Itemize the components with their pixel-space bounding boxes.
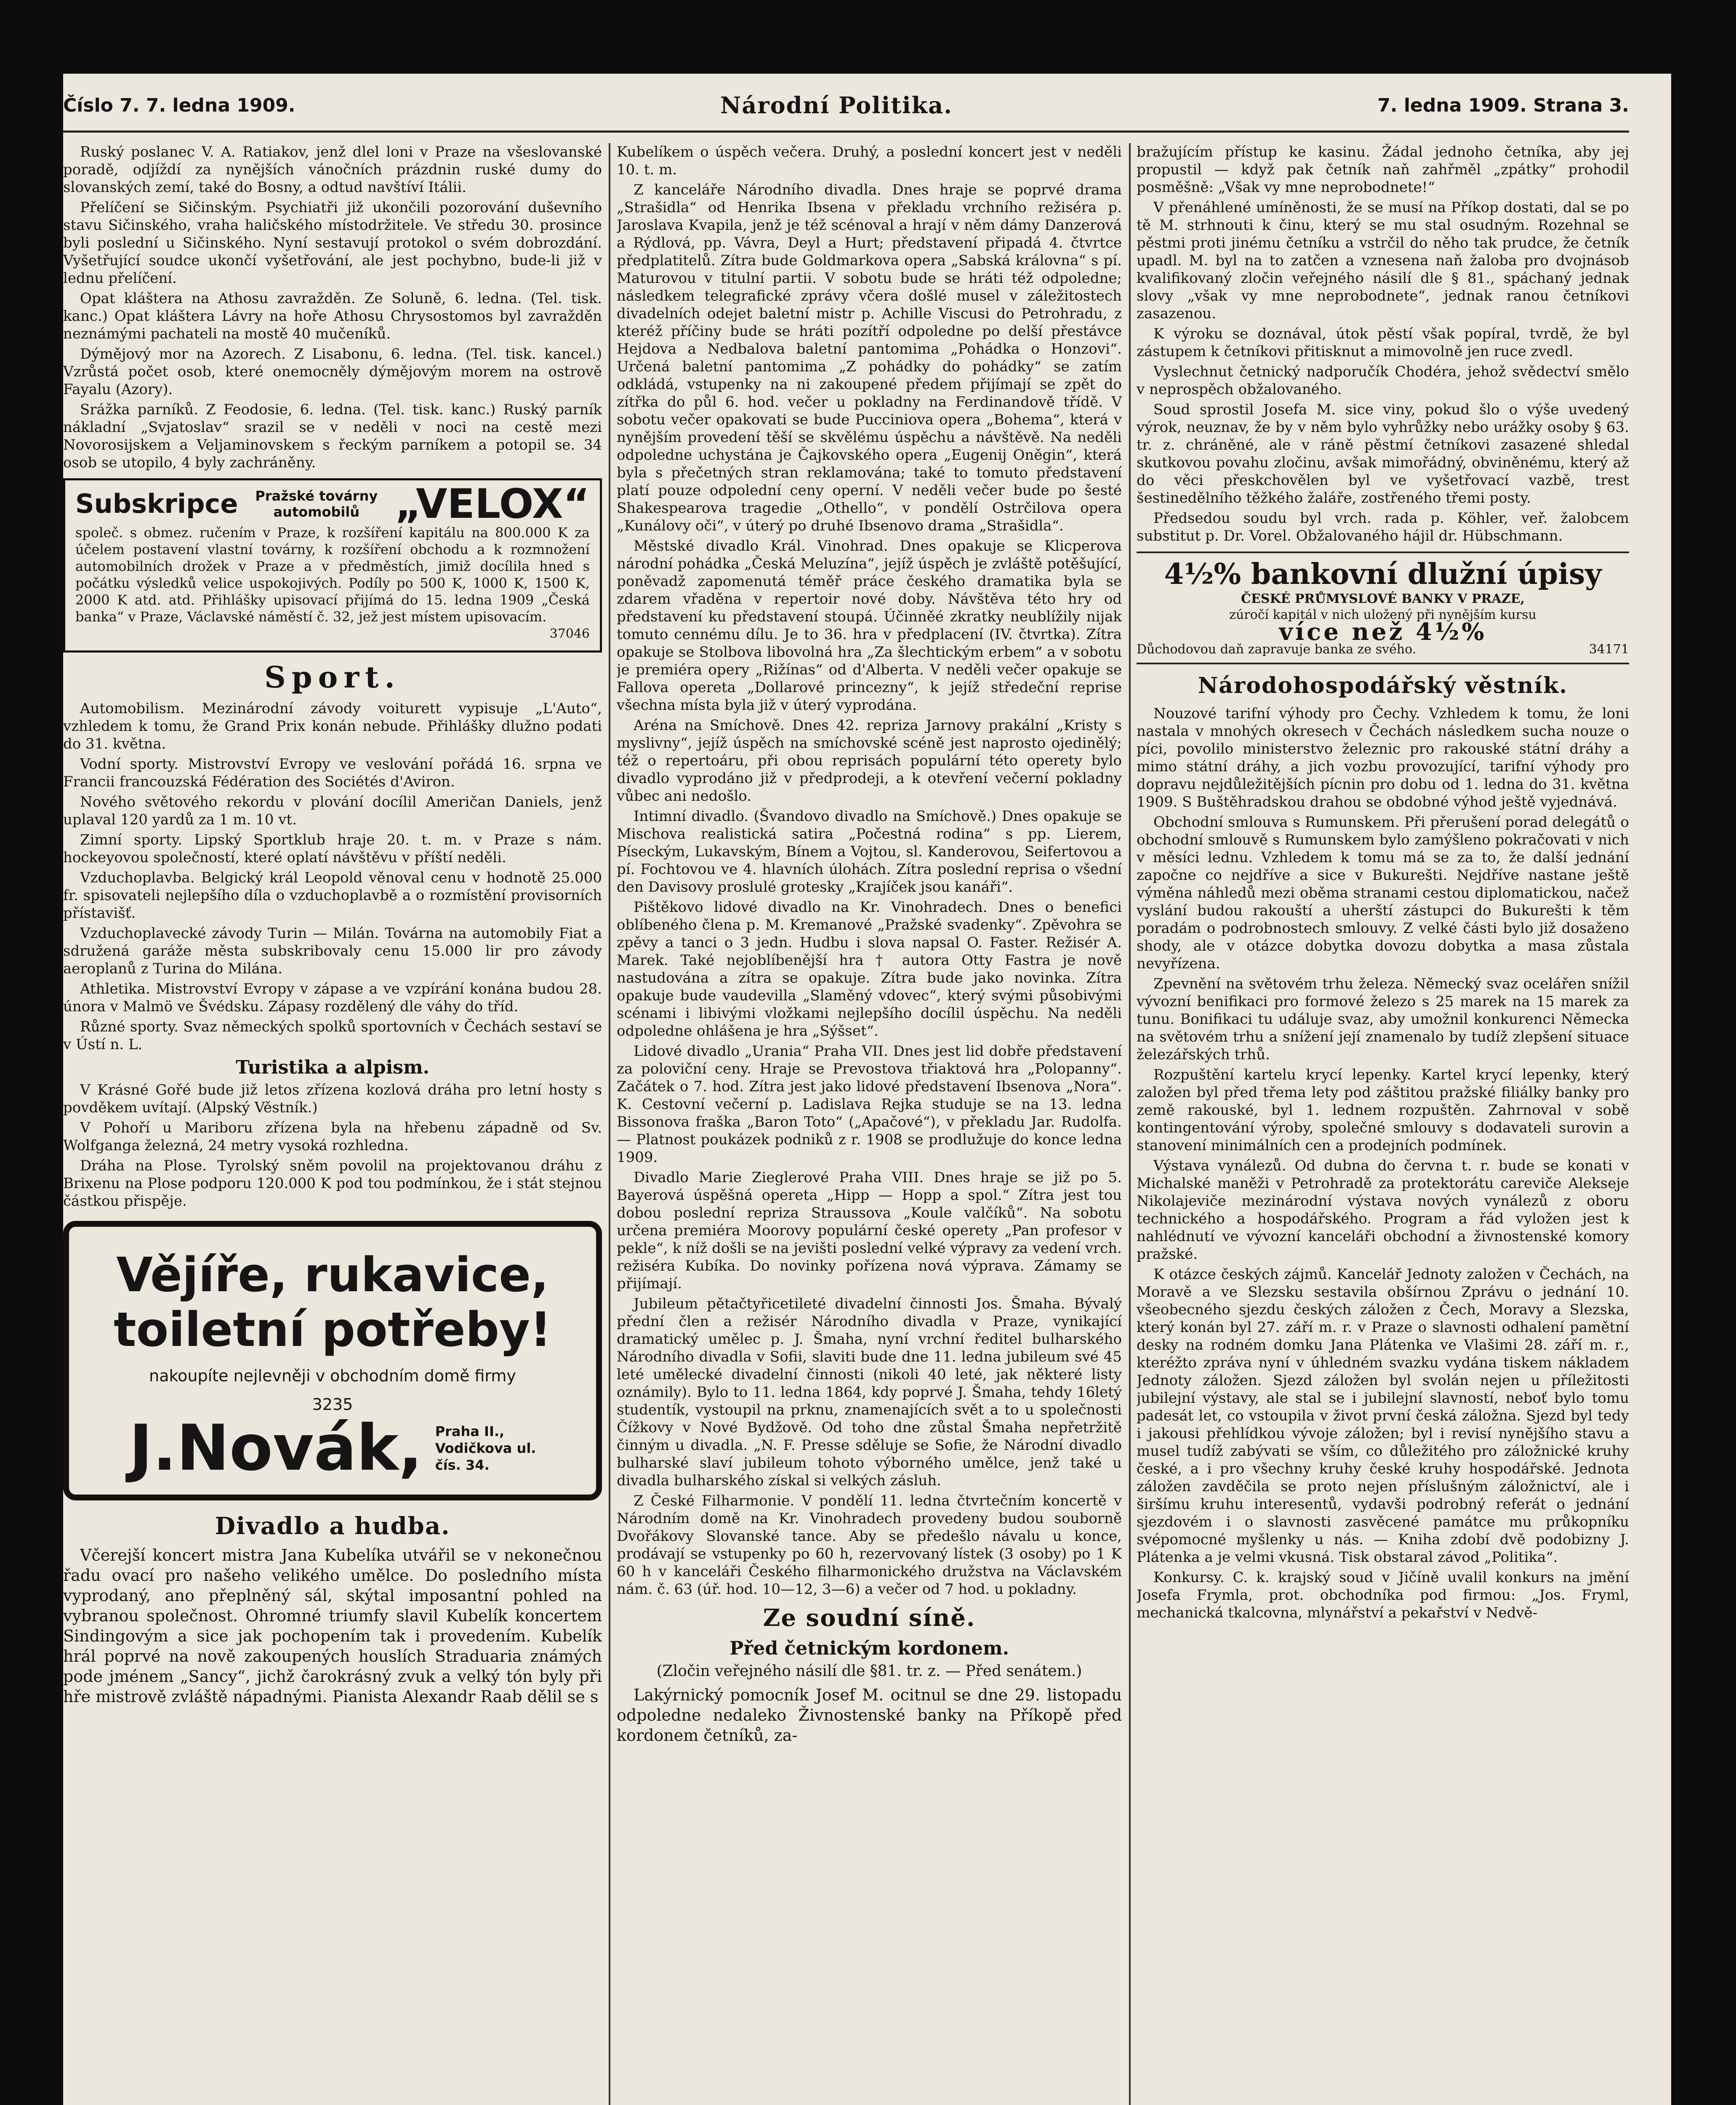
ad-novak-brand: J.Novák,: [129, 1412, 423, 1485]
theatre-item: Městské divadlo Král. Vinohrad. Dnes opakuje se Klicperova národní pohádka „Česká Meluzína“, jejíž úspěch je zvláště potěšující, poněvadž zapomenutá téměř práce českého dramatika byla se zdarem vřaděna v repertoir nové doby. Návštěva této hry od představení ku představení stoupá. Účinněé zkratky neublížily nijak tomuto cennému dílu. Je to 36. hra v předplacení (IV. čtvrtka). Zítra opakuje se Stolbova libovolná hra „Za šlechtickým erbem“ a v sobotu je premiéra opery „Rižínas“ od d'Alberta. V neděli večer opakuje se Fallova opereta „Dollarové princezny“, k jejíž středeční reprise všechna místa byla již v úterý vyprodána.: [617, 538, 1122, 714]
soud-note: (Zločin veřejného násilí dle §81. tr. z. — Před senátem.): [656, 1663, 1082, 1680]
ad-novak-line2: toiletní potřeby!: [114, 1303, 551, 1357]
court-item: Lakýrnický pomocník Josef M. ocitnul se dne 29. listopadu odpoledne nedaleko Živnostenské banky na Příkopě před kordonem četníků, za-: [617, 1686, 1122, 1745]
ad-novak-line3: nakoupíte nejlevněji v obchodním domě firmy: [149, 1367, 516, 1385]
theatre-item: Z České Filharmonie. V pondělí 11. ledna čtvrtečním koncertě v Národním domě na Kr. Vinohradech provedeny budou souborně Dvořákovy Slovanské tance. Aby se předešlo návalu u konce, prodávají se vstupenky po 60 h, rezervovaný lístek (3 osoby) po 1 K 60 h v kanceláři Českého filharmonického družstva na Václavském nám. č. 63 (úř. hod. 10—12, 3—6) a večer od 7 hod. u pokladny.: [617, 1492, 1122, 1598]
column-2: [617, 143, 1122, 2105]
sport-item: Vzduchoplavecké závody Turin — Milán. Továrna na automobily Fiat a sdružená garáže města subskribovaly cenu 15.000 lir pro závody aeroplanů z Turina do Milána.: [63, 925, 602, 977]
court-item: Vyslechnut četnický nadporučík Chodéra, jehož svědectví smělo v neprospěch obžalovaného.: [1137, 363, 1629, 398]
economy-item: Konkursy. C. k. krajský soud v Jičíně uvalil konkurs na jmění Josefa Frymla, prot. obchodníka pod firmou: „Jos. Fryml, mechanická tkalcovna, mlynářství a pekařství v Nedvě-: [1137, 1569, 1629, 1621]
sport-item: Automobilism. Mezinárodní závody voiturett vypisuje „L'Auto“, vzhledem k tomu, že Grand Prix konán nebude. Přihlášky dlužno podati do 31. května.: [63, 700, 602, 752]
turistika-section-title: Turistika a alpism.: [236, 1057, 429, 1078]
ad-velox-subscription: Subskripce: [75, 488, 238, 519]
ad-velox-text: společ. s obmez. ručením v Praze, k rozšíření kapitálu na 800.000 K za účelem postavení vlastní továrny, k rozšíření obchodu a k rozmnožení automobilních drožek v Praze a v předměstích, jimiž docílila hned s počátku výsledků velice uspokojivých. Podíly po 500 K, 1000 K, 1500 K, 2000 K atd. atd. Přihlášky upisovací přijímá do 15. ledna 1909 „Česká banka“ v Praze, Václavské náměstí č. 32, jež jest místem upisovacím.: [75, 525, 590, 625]
ad-novak-address: [435, 1423, 536, 1474]
theatre-item: Lidové divadlo „Urania“ Praha VII. Dnes jest lid dobře představení za poloviční ceny. Hraje se Prevostova třiaktová hra „Polopanny“. Začátek o 7. hod. Zítra jest jako lidové představení Ibsenova „Nora“. K. Cestovní večerní p. Ladislava Rejka studuje se na 13. ledna Bissonova fraška „Baron Toto“ („Apačové“), v překladu Jar. Rudolfa. — Platnost poukázek podniků z r. 1908 se prodlužuje do konce ledna 1909.: [617, 1043, 1122, 1166]
ad-novak-addr2: Vodičkova ul.: [435, 1440, 536, 1456]
sport-section-title: Sport.: [264, 660, 401, 695]
turistika-item: Dráha na Plose. Tyrolský sněm povolil na projektovanou dráhu z Brixenu na Plose podporu 120.000 K pod tou podmínkou, že i stát stejnou částkou přispěje.: [63, 1157, 602, 1210]
economy-item: Rozpuštění kartelu krycí lepenky. Kartel krycí lepenky, který založen byl před třema lety pod záštitou pražské filiálky banky pro země rakouské, byl 1. lednem rozpuštěn. Zahrnoval v sobě kontingentování výroby, společné smlouvy s dodavateli surovin a stanovení minimálních cen a prodejních podmínek.: [1137, 1066, 1629, 1154]
sport-item: Nového světového rekordu v plování docílil Američan Daniels, jenž uplaval 120 yardů za 1 m. 10 vt.: [63, 794, 602, 828]
economy-item: Nouzové tarifní výhody pro Čechy. Vzhledem k tomu, že loni nastala v mnohých okresech v Čechách následkem sucha nouze o píci, povolilo ministerstvo železnic pro rakouské státní dráhy a mimo státní dráhy, a jich vozbu provozující, tarifní výhody pro dopravu nejdůležitějších pícnin pro dobu od 1. ledna do 31. května 1909. S Buštěhradskou drahou se obdobné výhod ještě vyjednává.: [1137, 705, 1629, 810]
column-rule: [1129, 143, 1131, 2105]
court-item: bražujícím přístup ke kasinu. Žádal jednoho četníka, aby jej propustil — když pak četník naň zahřměl „zpátky“ prohodil posměšně: „Však vy mne neprobodnete!“: [1137, 144, 1629, 196]
ad-velox-brand: „VELOX“: [395, 480, 590, 528]
ad-novak-addr1: Praha II.,: [435, 1423, 505, 1439]
theatre-item: Aréna na Smíchově. Dnes 42. repriza Jarnovy prakální „Kristy s myslivny“, jejíž úspěch na smíchovské scéně jest naprosto ojedinělý; též o repertoáru, při obou reprisách populární této operety bylo divadlo vyprodáno již v předprodeji, a k otevření večerní pokladny vůbec ani nedošlo.: [617, 717, 1122, 805]
news-item: Srážka parníků. Z Feodosie, 6. ledna. (Tel. tisk. kanc.) Ruský parník nákladní „Svjatoslav“ srazil se v neděli v noci na cestě mezi Novorosijskem a Veljaminovskem s řeckým parníkem a potopil se. 34 osob se utopilo, 4 byly zachráněny.: [63, 401, 602, 471]
header-issue-date: Číslo 7. 7. ledna 1909.: [63, 94, 296, 116]
newspaper-title: Národní Politika.: [720, 92, 953, 119]
ad-velox-number: 37046: [549, 626, 590, 641]
nh-section-title: Národohospodářský věstník.: [1198, 673, 1568, 698]
theatre-item: Jubileum pětačtyřicetileté divadelní činnosti Jos. Šmaha. Bývalý přední člen a režisér Národního divadla v Praze, vynikající dramatický umělec p. J. Šmaha, nyní vrchní ředitel bulharského Národního divadla v Sofii, slaviti bude dne 11. ledna jubileum své 45 leté umělecké divadelní činnosti (nikoli 40 leté, jak některé listy oznámily). Bylo to 11. ledna 1864, kdy poprvé J. Šmaha, tehdy 16letý studentík, vystoupil na prknu, znamenajících svět a to u společnosti Čížkovy v Nové Bydžově. Od toho dne zůstal Šmaha nepřetržitě činným u divadla. „N. F. Presse sděluje se Sofie, že Národní divadlo bulharské slaví jubileum tohoto výborného umělce, jenž také u divadla bulharského získal si velkých zásluh.: [617, 1295, 1122, 1489]
court-item: Soud sprostil Josefa M. sice viny, pokud šlo o výše uvedený výrok, neuznav, že by v něm bylo vyhrůžky nebo urážky osoby § 63. tr. z. chráněné, ale v ráně pěstmí četníkovi zasazené shledal skutkovou povahu zločinu, avšak mimořádný, obviněnému, který až do věci přeskchovělen byl ve vyšetřovací vazbě, trest šestinedělního těžkého žaláře, zostřeného třemi posty.: [1137, 401, 1629, 506]
theatre-item: Pištěkovo lidové divadlo na Kr. Vinohradech. Dnes o benefici oblíbeného člena p. M. Kremanové „Pražské svadenky“. Zpěvohra se zpěvy a tanci o 3 jedn. Hudbu i slova napsal O. Faster. Režisér A. Marek. Také nejoblíbenější hra † autora Otty Fastra je nově nastudována a zítra se opakuje. Zítra bude jako novinka. Zítra opakuje bude vaudevilla „Slaměný vdovec“, který svými působivými scénami i libivými vložkami nejlepšího docílil úspěchu. Na neděli odpoledne ohlášena je hra „Sýšset“.: [617, 899, 1122, 1039]
bond-number: 34171: [1589, 642, 1629, 657]
theatre-item: Intimní divadlo. (Švandovo divadlo na Smíchově.) Dnes opakuje se Mischova realistická satira „Počestná rodina“ s pp. Lierem, Píseckým, Lukavským, Bínem a Vojtou, sl. Kanderovou, Seifertovou a pí. Fochtovou ve 4. hlavních úlohách. Zítra poslední reprisa o všední den Davisovy proslulé grotesky „Krajíček jsou kanáři“.: [617, 808, 1122, 895]
court-item: V přenáhlené umíněnosti, že se musí na Příkop dostati, dal se po tě M. strhnouti k činu, který se mu stal osudným. Rozehnal se pěstmi proti jinému četníku a vstrčil do něho tak prudce, že četník upadl. M. byl na to zatčen a vznesena naň žaloba pro dvojnásob kvalifikovaný zločin veřejného násilí dle § 81., spáchaný jednak slovy „však vy mne neprobodnete“, jednak ranou četníkovi zasazenou.: [1137, 199, 1629, 322]
divadlo-item: Včerejší koncert mistra Jana Kubelíka utvářil se v nekonečnou řadu ovací pro našeho velikého umělce. Do posledního místa vyprodaný, ano přeplněný sál, skýtal imposantní pohled na vybranou společnost. Ohromné triumfy slavil Kubelík koncertem Sindingovým a sice jak pochopením tak i provedením. Kubelík hrál poprvé na nově zakoupených houslích Straduaria známých pode jménem „Sancy“, jichž čarokrásný zvuk a velký tón byly při hře mistrově zvláště nápadnými. Pianista Alexandr Raab dělil se s: [63, 1546, 602, 1706]
bond-issuer: ČESKÉ PRŮMYSLOVÉ BANKY V PRAZE,: [1241, 592, 1525, 606]
sport-item: Vodní sporty. Mistrovství Evropy ve veslování pořádá 16. srpna ve Francii francouzská Fédération des Sociétés d'Aviron.: [63, 756, 602, 790]
page-header: [63, 80, 1629, 133]
court-item: Předsedou soudu byl vrch. rada p. Köhler, veř. žalobcem substitut p. Dr. Vorel. Obžalovaného hájil dr. Hübschmann.: [1137, 510, 1629, 544]
turistika-item: V Krásné Gořé bude již letos zřízena kozlová dráha pro letní hosty s povděkem uvítají. (Alpský Věstník.): [63, 1082, 602, 1116]
news-item: Kubelíkem o úspěch večera. Druhý, a poslední koncert jest v neděli 10. t. m.: [617, 144, 1122, 178]
news-item: Opat kláštera na Athosu zavražděn. Ze Soluně, 6. ledna. (Tel. tisk. kanc.) Opat kláštera Lávry na hoře Athosu Chrysostomos byl zavražděn neznámými pachateli na mostě 40 mučeníků.: [63, 290, 602, 342]
sport-item: Zimní sporty. Lipský Sportklub hraje 20. t. m. v Praze s nám. hockeyovou společností, které oplatí návštěvu v příští neděli.: [63, 831, 602, 866]
turistika-item: V Pohoří u Mariboru zřízena byla na hřebenu západně od Sv. Wolfganga železná, 24 metry vysoká rozhledna.: [63, 1119, 602, 1154]
news-item: Dýmějový mor na Azorech. Z Lisabonu, 6. ledna. (Tel. tisk. kancel.) Vzrůstá počet osob, které onemocněly dýmějovým morem na ostrově Fayalu (Azory).: [63, 346, 602, 398]
bank-bond-advertisement: [1137, 552, 1629, 664]
bond-tax: Důchodovou daň zapravuje banka ze svého.: [1137, 642, 1416, 657]
sport-item: Různé sporty. Svaz německých spolků sportovních v Čechách sestaví se v Ústí n. L.: [63, 1018, 602, 1053]
soud-subtitle: Před četnickým kordonem.: [730, 1638, 1009, 1659]
economy-item: Výstava vynálezů. Od dubna do června t. r. bude se konati v Michalské maněži v Petrohradě za protektorátu careviče Alekseje Nikolajeviče mezinárodní výstava nových vynálezů z oboru technického a hospodářského. Program a řád vyložen jest k nahlédnutí ve vývozní kanceláři obchodní a živnostenské komory pražské.: [1137, 1157, 1629, 1263]
theatre-item: Divadlo Marie Zieglerové Praha VIII. Dnes hraje se již po 5. Bayerová úspěšná opereta „Hipp — Hopp a spol.“ Zítra jest tou dobou poslední repriza Straussova „Koule valčíků“. Na sobotu určena premiéra Moorovy populární české operety „Pan profesor v pekle“, k níž došli se na jevišti poslední velké výpravy za vedení vrch. režiséra Kubíka. Do novinky pořízena nová výprava. Zámamy se přijímají.: [617, 1169, 1122, 1292]
header-page-number: 7. ledna 1909. Strana 3.: [1377, 94, 1629, 116]
bond-rate: více než 4½%: [1279, 618, 1487, 646]
divadlo-section-title: Divadlo a hudba.: [215, 1512, 450, 1540]
economy-item: Obchodní smlouva s Rumunskem. Při přerušení porad delegátů o obchodní smlouvě s Rumunskem bylo zamýšleno pokračovati v nich v měsíci lednu. Vzhledem k tomu má se za to, že další jednání započne co nejdříve a sice v Bukurešti. Nejdříve nastane ještě výměna náhledů mezi oběma stranami cestou diplomatickou, načež vyslání budou rakouští a uherští zástupci do Bukurešti k těm poradám o podrobnostech smlouvy. Z velké části bylo již dosaženo shody, ale v otázce dobytka dovozu dobytka a masa zůstala nevyřízena.: [1137, 814, 1629, 972]
column-rule: [609, 143, 610, 2105]
bond-note: zúročí kapitál v nich uložený při nynějším kursu: [1229, 608, 1536, 622]
ad-novak-addr3: čís. 34.: [435, 1457, 490, 1473]
soud-section-title: Ze soudní síně.: [763, 1604, 976, 1632]
news-item: Ruský poslanec V. A. Ratiakov, jenž dlel loni v Praze na všeslovanské poradě, odjíždí za nynějších vánočních prázdnin ruské dumy do slovanských zemí, také do Bosny, a odtud navštíví Itálii.: [63, 144, 602, 196]
economy-item: K otázce českých zájmů. Kancelář Jednoty založen v Čechách, na Moravě a ve Slezsku sestavila obšírnou Zprávu o jednání 10. všeobecného sjezdu českých záložen z Čech, Moravy a Slezska, který konán byl 27. září m. r. v Praze o slavnosti odhalení pamětní desky na rodném domku Jana Plátenka ve Vlašimi 28. září m. r., kteréžto zpráva nyní v úhledném svazku vydána tiskem nákladem Jednoty záložen. Sjezd záložen byl svolán nejen u příležitosti jubilejní výstavy, ale stal se i jubilejní slavností, neboť bylo tomu padesát let, co vstoupila v život první česká záložna. Sjezd byl tedy i jakousi přehlídkou vývoje záložen; byl i revisí nynějšího stavu a musel tudíž zabývati se vším, co důležitého pro záložnické kruhy české, a i pro všechny kruhy české kruhy hospodářské. Jednota záložen zavděčila se proto nejen příslušným záložnictví, ale i širšímu kruhu interesentů, vydavši podrobný referát o jednání sjezdovém i o slavnosti zasvěcené památce mu průkopníku svépomocné myšlenky u nás. — Kniha zdobí dvě podobizny J. Plátenka a je velmi vkusná. Tisk obstaral závod „Politika“.: [1137, 1266, 1629, 1566]
velox-advertisement: [63, 478, 602, 653]
ad-velox-company: Pražské továrny automobilů: [255, 488, 378, 520]
ad-novak-code: 3235: [312, 1395, 353, 1414]
bond-headline: 4½% bankovní dlužní úpisy: [1164, 557, 1602, 591]
novak-advertisement: [63, 1221, 602, 1500]
sport-item: Athletika. Mistrovství Evropy v zápase a ve vzpírání konána budou 28. února v Malmö ve Švédsku. Zápasy rozdělený dle váhy do tříd.: [63, 981, 602, 1015]
ad-novak-line1: Vějíře, rukavice,: [116, 1248, 549, 1303]
theatre-item: Z kanceláře Národního divadla. Dnes hraje se poprvé drama „Strašidla“ od Henrika Ibsena v překladu vrchního režiséra p. Jaroslava Kvapila, jenž je též scénoval a hrají v něm dámy Danzerová a Rýdlová, pp. Vávra, Deyl a Hurt; představení připadá 4. čtvrtce předplatitelů. Zítra bude Goldmarkova opera „Sabská královna“ s pí. Maturovou v titulní partii. V sobotu bude se hráti též odpoledne; následkem telegrafické zprávy včera došlé musel v záležitostech divadelních odejet baletní mistr p. Achille Viscusi do Petrohradu, z kteréž příčiny bude se hráti pozítří odpoledne po delší přestávce Hejdova a Nedbalova baletní pantomima „Pohádka o Honzovi“. Určená baletní pantomima „Z pohádky do pohádky“ se zatím odkládá, vstupenky na ni zakoupené předem přijímají se zpět do zítřka do půl 6. hod. večer u pokladny na Ferdinandově třídě. V sobotu večer opakovati se bude Pucciniova opera „Bohema“, která v nynějším provedení těší se skvělému úspěchu a návštěvě. Na neděli odpoledne uchystána je Čajkovského opera „Eugenij Oněgin“, která byla s přečetných stran reklamována; také to tomuto představení platí pouze odpolední ceny operní. V neděli večer bude po šesté Shakespearova tragedie „Othello“, v pondělí Ostrčilova opera „Kunálovy oči“, v úterý po druhé Ibsenovo drama „Strašidla“.: [617, 181, 1122, 534]
sport-item: Vzduchoplavba. Belgický král Leopold věnoval cenu v hodnotě 25.000 fr. spisovateli nejlepšího díla o vzduchoplavbě a o rozmístění provisorních přístavišť.: [63, 869, 602, 922]
economy-item: Zpevnění na světovém trhu železa. Německý svaz ocelářen snížil vývozní benifikaci pro formové železo s 25 marek na 15 marek za tunu. Bonifikaci tu událuje svaz, aby umožnil konkurenci Německa na světovém trhu a snížení její znamenalo by tudíž zlepšení situace železářských trhů.: [1137, 975, 1629, 1063]
court-item: K výroku se doznával, útok pěstí však popíral, tvrdě, že byl zástupem k četníkovi přitisknut a mimovolně jen ruce zvedl.: [1137, 325, 1629, 360]
news-item: Přelíčení se Sičinským. Psychiatři již ukončili pozorování duševního stavu Sičinského, vraha haličského místodržitele. Ve středu 30. prosince byli poslední u Sičinského. Nyní sestavují protokol o svém dobrozdání. Vyšetřující soudce ukončí vyšetřování, ale jest pochybno, bude-li již v lednu přelíčení.: [63, 199, 602, 287]
column-1: [63, 143, 602, 2105]
column-3: [1137, 143, 1629, 2105]
